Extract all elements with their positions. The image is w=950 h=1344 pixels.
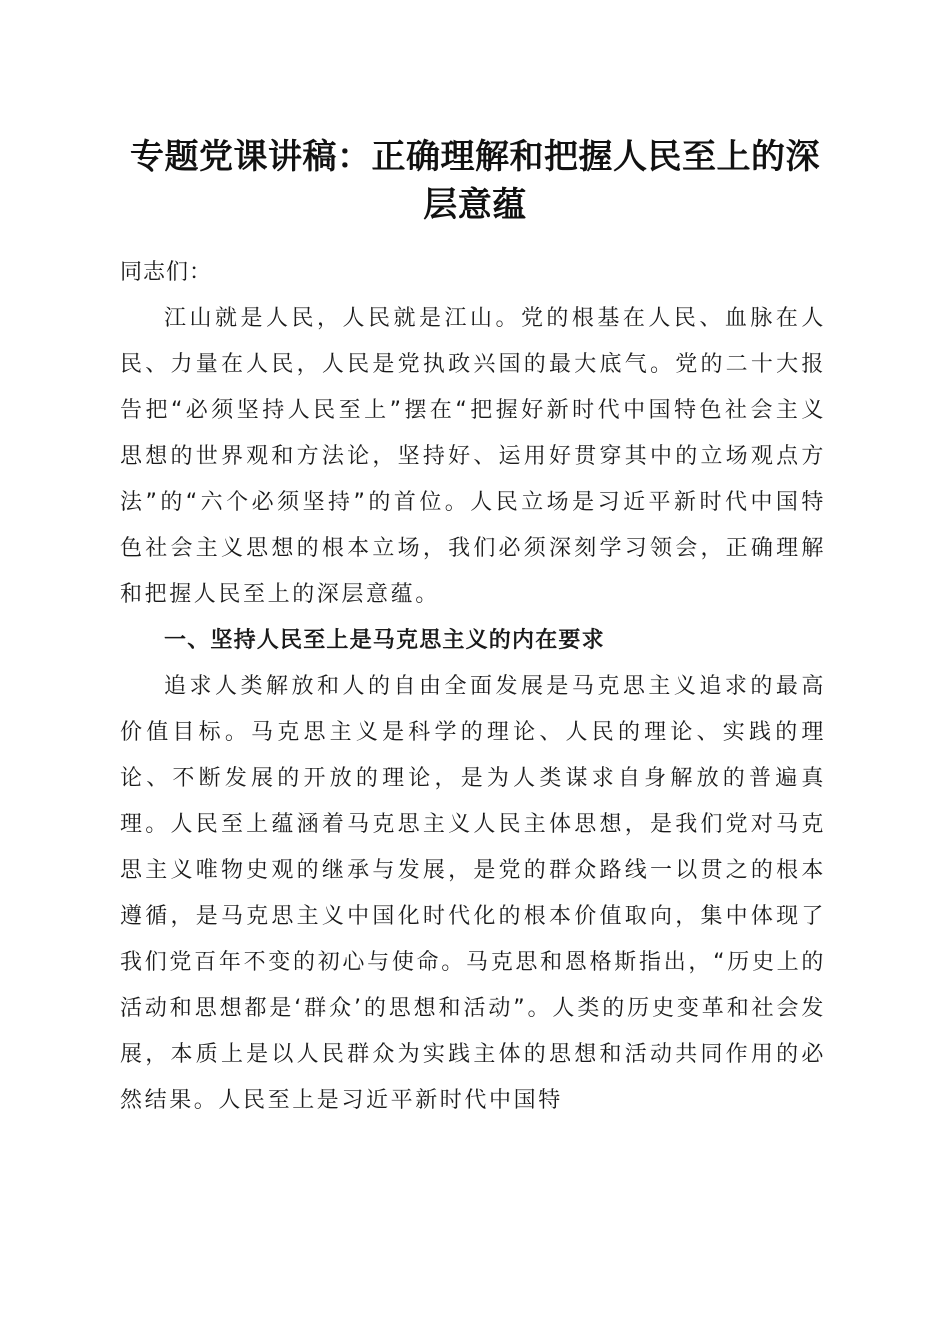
greeting: 同志们：: [120, 260, 213, 285]
title-line-2: 层意蕴: [423, 185, 527, 225]
document-title: [110, 133, 840, 229]
document-body: [120, 250, 826, 1124]
title-line-1: 专题党课讲稿：正确理解和把握人民至上的深: [130, 137, 820, 177]
section-heading-1: 一、坚持人民至上是马克思主义的内在要求: [164, 628, 605, 653]
paragraph-intro: 江山就是人民，人民就是江山。党的根基在人民、血脉在人民、力量在人民，人民是党执政兴国的最大底气。党的二十大报告把“必须坚持人民至上”摆在“把握好新时代中国特色社会主义思想的世界观和方法论，坚持好、运用好贯穿其中的立场观点方法”的“六个必须坚持”的首位。人民立场是习近平新时代中国特色社会主义思想的根本立场，我们必须深刻学习领会，正确理解和把握人民至上的深层意蕴。: [120, 306, 826, 607]
paragraph-section-1: 追求人类解放和人的自由全面发展是马克思主义追求的最高价值目标。马克思主义是科学的理论、人民的理论、实践的理论、不断发展的开放的理论，是为人类谋求自身解放的普遍真理。人民至上蕴涵着马克思主义人民主体思想，是我们党对马克思主义唯物史观的继承与发展，是党的群众路线一以贯之的根本遵循，是马克思主义中国化时代化的根本价值取向，集中体现了我们党百年不变的初心与使命。马克思和恩格斯指出，“历史上的活动和思想都是‘群众’的思想和活动”。人类的历史变革和社会发展，本质上是以人民群众为实践主体的思想和活动共同作用的必然结果。人民至上是习近平新时代中国特: [120, 674, 826, 1113]
